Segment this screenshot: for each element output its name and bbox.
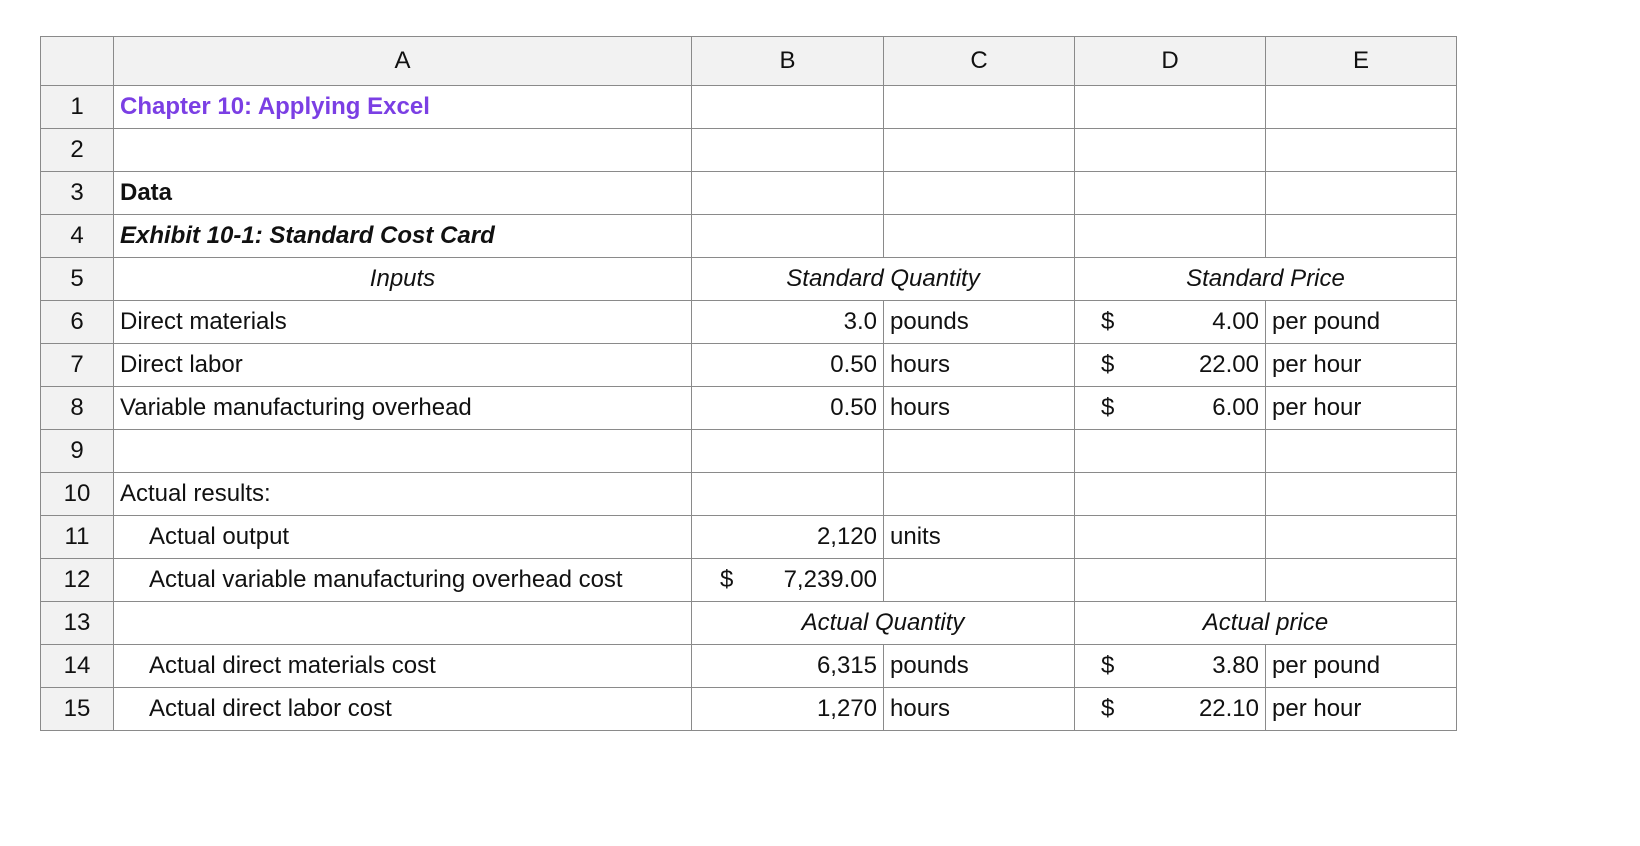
currency-symbol: $ [1101, 308, 1115, 335]
cell-e1[interactable] [1266, 86, 1457, 129]
cell-d3[interactable] [1075, 172, 1266, 215]
cell-c1[interactable] [884, 86, 1075, 129]
cell-e14[interactable]: per pound [1266, 645, 1457, 688]
cell-d1[interactable] [1075, 86, 1266, 129]
column-header-row [41, 37, 1457, 86]
cell-e8[interactable]: per hour [1266, 387, 1457, 430]
cell-c12[interactable] [884, 559, 1075, 602]
sheet-row-4 [41, 215, 1457, 258]
cell-a11[interactable]: Actual output [114, 516, 692, 559]
sheet-row-11 [41, 516, 1457, 559]
price-value: 4.00 [1212, 308, 1259, 335]
cell-a1[interactable]: Chapter 10: Applying Excel [114, 86, 692, 129]
row-header-14[interactable]: 14 [41, 645, 114, 688]
row-header-15[interactable]: 15 [41, 688, 114, 731]
cell-d9[interactable] [1075, 430, 1266, 473]
cell-b1[interactable] [692, 86, 884, 129]
cell-d13-actual-price-header[interactable]: Actual price [1075, 602, 1457, 645]
cell-b14[interactable]: 6,315 [692, 645, 884, 688]
sheet-row-8 [41, 387, 1457, 430]
currency-symbol: $ [1101, 652, 1115, 679]
cell-b8[interactable]: 0.50 [692, 387, 884, 430]
cell-e6[interactable]: per pound [1266, 301, 1457, 344]
column-header-d[interactable]: D [1075, 37, 1266, 86]
price-value: 6.00 [1212, 394, 1259, 421]
cell-b9[interactable] [692, 430, 884, 473]
currency-symbol: $ [1101, 394, 1115, 421]
row-header-2[interactable]: 2 [41, 129, 114, 172]
sheet-row-5 [41, 258, 1457, 301]
cell-e9[interactable] [1266, 430, 1457, 473]
amount-value: 7,239.00 [783, 566, 877, 593]
select-all-corner[interactable] [41, 37, 114, 86]
cell-c8[interactable]: hours [884, 387, 1075, 430]
sheet-row-1 [41, 86, 1457, 129]
currency-symbol: $ [1101, 351, 1115, 378]
cell-c11[interactable]: units [884, 516, 1075, 559]
sheet-row-2 [41, 129, 1457, 172]
cell-a10[interactable]: Actual results: [114, 473, 692, 516]
cell-d14[interactable] [1075, 645, 1266, 688]
row-header-4[interactable]: 4 [41, 215, 114, 258]
cell-a6[interactable]: Direct materials [114, 301, 692, 344]
column-header-e[interactable]: E [1266, 37, 1457, 86]
cell-b4[interactable] [692, 215, 884, 258]
cell-b13-actual-quantity-header[interactable]: Actual Quantity [692, 602, 1075, 645]
sheet-row-13 [41, 602, 1457, 645]
cell-a13[interactable] [114, 602, 692, 645]
cell-d4[interactable] [1075, 215, 1266, 258]
cell-c4[interactable] [884, 215, 1075, 258]
cell-c15[interactable]: hours [884, 688, 1075, 731]
cell-c14[interactable]: pounds [884, 645, 1075, 688]
column-header-b[interactable]: B [692, 37, 884, 86]
row-header-13[interactable]: 13 [41, 602, 114, 645]
cell-b11[interactable]: 2,120 [692, 516, 884, 559]
cell-e12[interactable] [1266, 559, 1457, 602]
cell-e2[interactable] [1266, 129, 1457, 172]
sheet-row-3 [41, 172, 1457, 215]
cell-e3[interactable] [1266, 172, 1457, 215]
cell-e4[interactable] [1266, 215, 1457, 258]
cell-d15[interactable] [1075, 688, 1266, 731]
cell-a7[interactable]: Direct labor [114, 344, 692, 387]
cell-a14[interactable]: Actual direct materials cost [114, 645, 692, 688]
sheet-row-7 [41, 344, 1457, 387]
cell-a9[interactable] [114, 430, 692, 473]
cell-b5-standard-quantity-header[interactable]: Standard Quantity [692, 258, 1075, 301]
cell-c3[interactable] [884, 172, 1075, 215]
cell-d7[interactable] [1075, 344, 1266, 387]
cell-b6[interactable]: 3.0 [692, 301, 884, 344]
row-header-7[interactable]: 7 [41, 344, 114, 387]
cell-e15[interactable]: per hour [1266, 688, 1457, 731]
cell-a3[interactable]: Data [114, 172, 692, 215]
currency-symbol: $ [720, 566, 734, 593]
sheet-row-6 [41, 301, 1457, 344]
cell-b2[interactable] [692, 129, 884, 172]
cell-a15[interactable]: Actual direct labor cost [114, 688, 692, 731]
cell-d2[interactable] [1075, 129, 1266, 172]
cell-a8[interactable]: Variable manufacturing overhead [114, 387, 692, 430]
column-header-c[interactable]: C [884, 37, 1075, 86]
cell-a2[interactable] [114, 129, 692, 172]
cell-e11[interactable] [1266, 516, 1457, 559]
sheet-row-14 [41, 645, 1457, 688]
cell-b7[interactable]: 0.50 [692, 344, 884, 387]
row-header-12[interactable]: 12 [41, 559, 114, 602]
cell-d10[interactable] [1075, 473, 1266, 516]
cell-b15[interactable]: 1,270 [692, 688, 884, 731]
cell-d11[interactable] [1075, 516, 1266, 559]
row-header-1[interactable]: 1 [41, 86, 114, 129]
cell-a12[interactable]: Actual variable manufacturing overhead cost [114, 559, 692, 602]
row-header-8[interactable]: 8 [41, 387, 114, 430]
row-header-9[interactable]: 9 [41, 430, 114, 473]
cell-e7[interactable]: per hour [1266, 344, 1457, 387]
spreadsheet-grid [40, 36, 1457, 731]
sheet-row-10 [41, 473, 1457, 516]
price-value: 22.10 [1198, 695, 1259, 722]
cell-a4[interactable]: Exhibit 10-1: Standard Cost Card [114, 215, 692, 258]
cell-d6[interactable] [1075, 301, 1266, 344]
sheet-row-12 [41, 559, 1457, 602]
row-header-11[interactable]: 11 [41, 516, 114, 559]
cell-b3[interactable] [692, 172, 884, 215]
currency-symbol: $ [1101, 695, 1115, 722]
cell-b12[interactable] [692, 559, 884, 602]
row-header-5[interactable]: 5 [41, 258, 114, 301]
cell-d8[interactable] [1075, 387, 1266, 430]
price-value: 3.80 [1212, 652, 1259, 679]
price-value: 22.00 [1198, 351, 1259, 378]
cell-b10[interactable] [692, 473, 884, 516]
cell-c10[interactable] [884, 473, 1075, 516]
row-header-6[interactable]: 6 [41, 301, 114, 344]
sheet-row-15 [41, 688, 1457, 731]
cell-c9[interactable] [884, 430, 1075, 473]
cell-e10[interactable] [1266, 473, 1457, 516]
cell-c6[interactable]: pounds [884, 301, 1075, 344]
row-header-10[interactable]: 10 [41, 473, 114, 516]
cell-c2[interactable] [884, 129, 1075, 172]
cell-c7[interactable]: hours [884, 344, 1075, 387]
cell-d5-standard-price-header[interactable]: Standard Price [1075, 258, 1457, 301]
column-header-a[interactable]: A [114, 37, 692, 86]
cell-d12[interactable] [1075, 559, 1266, 602]
sheet-row-9 [41, 430, 1457, 473]
row-header-3[interactable]: 3 [41, 172, 114, 215]
cell-a5[interactable]: Inputs [114, 258, 692, 301]
